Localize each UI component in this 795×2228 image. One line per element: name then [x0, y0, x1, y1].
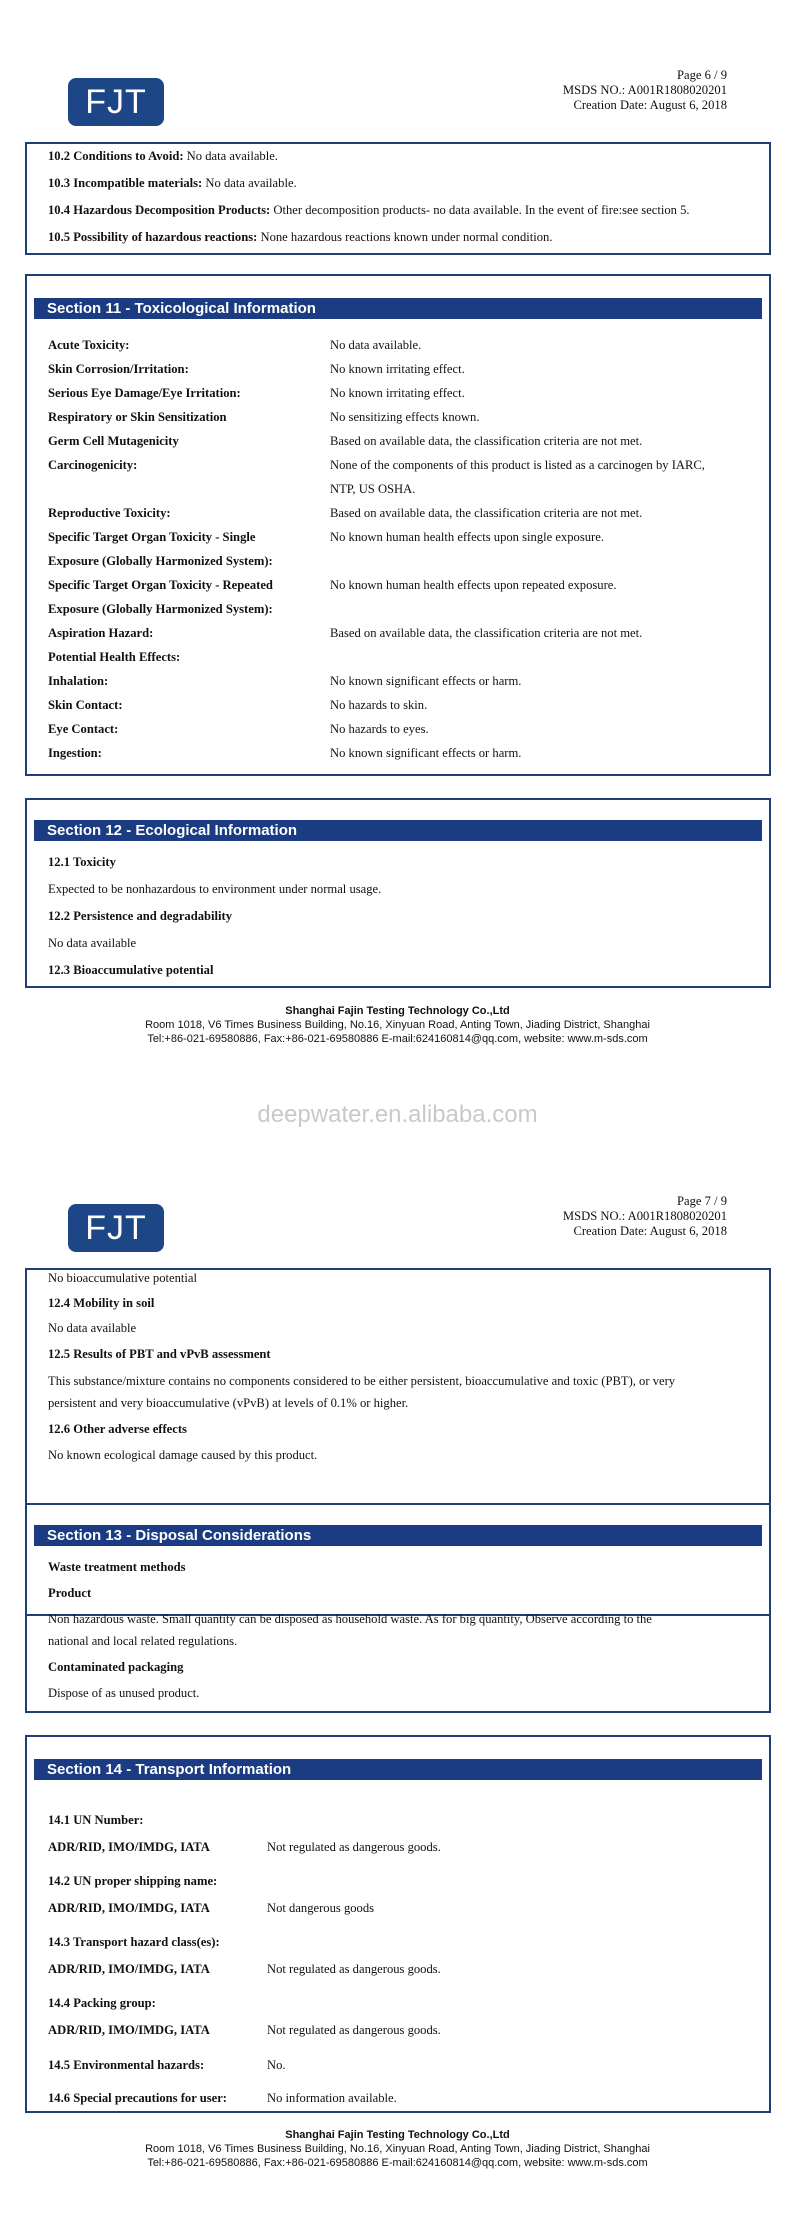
transport-mode: ADR/RID, IMO/IMDG, IATA: [48, 2023, 210, 2037]
text-12-1: Expected to be nonhazardous to environment under normal usage.: [48, 882, 382, 896]
section-10-continued: [25, 142, 771, 255]
tox-value: No known human health effects upon single exposure.: [330, 530, 604, 544]
transport-value: Not regulated as dangerous goods.: [267, 2023, 441, 2037]
msds-number: MSDS NO.: A001R1808020201: [562, 1209, 727, 1223]
footer-contact: Tel:+86-021-69580886, Fax:+86-021-69580886 E-mail:624160814@qq.com, website: www.m-sds.com: [147, 1033, 648, 1045]
heading-12-4: 12.4 Mobility in soil: [48, 1296, 155, 1310]
item-10-4: 10.4 Hazardous Decomposition Products: Other decomposition products- no data available. In the event of fire:see section 5.: [48, 203, 690, 217]
tox-value: NTP, US OSHA.: [330, 482, 416, 496]
footer-company: Shanghai Fajin Testing Technology Co.,Ltd: [285, 1005, 510, 1017]
text-12-2: No data available: [48, 936, 137, 950]
footer-company: Shanghai Fajin Testing Technology Co.,Ltd: [285, 2129, 510, 2141]
creation-date: Creation Date: August 6, 2018: [573, 98, 727, 112]
product-text-line2: national and local related regulations.: [48, 1634, 238, 1648]
tox-value: Based on available data, the classification criteria are not met.: [330, 506, 643, 520]
text-12-3: No bioaccumulative potential: [48, 1271, 197, 1285]
tox-value: No known significant effects or harm.: [330, 746, 522, 760]
tox-value: No known significant effects or harm.: [330, 674, 522, 688]
tox-label: Serious Eye Damage/Eye Irritation:: [48, 386, 241, 400]
page-number: Page 6 / 9: [676, 68, 727, 82]
section-14-title: Section 14 - Transport Information: [34, 1759, 762, 1780]
item-10-2: 10.2 Conditions to Avoid: No data available.: [48, 149, 278, 163]
watermark: deepwater.en.alibaba.com: [257, 1101, 538, 1128]
section-12: [25, 798, 771, 988]
env-hazards-label: 14.5 Environmental hazards:: [48, 2058, 205, 2072]
transport-value: Not regulated as dangerous goods.: [267, 1962, 441, 1976]
text-12-5-line1: This substance/mixture contains no components considered to be either persistent, bioaccumulative and toxic (PBT), or very: [48, 1374, 676, 1388]
section-12-title: Section 12 - Ecological Information: [34, 820, 762, 841]
document-page-7: [0, 1128, 795, 2228]
transport-mode: ADR/RID, IMO/IMDG, IATA: [48, 1901, 210, 1915]
section-13-title: Section 13 - Disposal Considerations: [34, 1525, 762, 1546]
footer-contact: Tel:+86-021-69580886, Fax:+86-021-69580886 E-mail:624160814@qq.com, website: www.m-sds.com: [147, 2157, 648, 2169]
tox-value: No data available.: [330, 338, 422, 352]
footer-address: Room 1018, V6 Times Business Building, No.16, Xinyuan Road, Anting Town, Jiading District, Shanghai: [145, 2143, 650, 2155]
tox-label: Specific Target Organ Toxicity - Repeated: [48, 578, 273, 592]
tox-label: Skin Contact:: [48, 698, 123, 712]
heading-12-3: 12.3 Bioaccumulative potential: [48, 963, 214, 977]
tox-label: Carcinogenicity:: [48, 458, 138, 472]
transport-value: Not regulated as dangerous goods.: [267, 1840, 441, 1854]
tox-label: Respiratory or Skin Sensitization: [48, 410, 227, 424]
tox-value: No sensitizing effects known.: [330, 410, 480, 424]
product-heading: Product: [48, 1586, 92, 1600]
fjt-logo: FJT: [68, 1204, 164, 1252]
tox-label: Skin Corrosion/Irritation:: [48, 362, 189, 376]
creation-date: Creation Date: August 6, 2018: [573, 1224, 727, 1238]
tox-label: Reproductive Toxicity:: [48, 506, 171, 520]
tox-label: Ingestion:: [48, 746, 102, 760]
transport-heading: 14.1 UN Number:: [48, 1813, 144, 1827]
tox-value: No known irritating effect.: [330, 362, 465, 376]
tox-label: Inhalation:: [48, 674, 109, 688]
tox-value: None of the components of this product is listed as a carcinogen by IARC,: [330, 458, 705, 472]
tox-label: Potential Health Effects:: [48, 650, 181, 664]
page-footer: [0, 2128, 795, 2170]
tox-value: Based on available data, the classification criteria are not met.: [330, 626, 643, 640]
tox-label: Exposure (Globally Harmonized System):: [48, 602, 273, 616]
section-11: [25, 274, 771, 776]
page-header: [563, 68, 727, 113]
page-number: Page 7 / 9: [676, 1194, 727, 1208]
tox-value: No hazards to skin.: [330, 698, 428, 712]
contaminated-packaging-text: Dispose of as unused product.: [48, 1686, 200, 1700]
text-12-5-line2: persistent and very bioaccumulative (vPvB) at levels of 0.1% or higher.: [48, 1396, 409, 1410]
transport-heading: 14.4 Packing group:: [48, 1996, 156, 2010]
product-text-line1: Non hazardous waste. Small quantity can be disposed as household waste. As for big quantity, Observe according to the: [48, 1612, 652, 1626]
transport-heading: 14.3 Transport hazard class(es):: [48, 1935, 220, 1949]
special-precautions-value: No information available.: [267, 2091, 397, 2105]
transport-value: Not dangerous goods: [267, 1901, 375, 1915]
tox-value: Based on available data, the classification criteria are not met.: [330, 434, 643, 448]
tox-label: Aspiration Hazard:: [48, 626, 154, 640]
tox-label: Exposure (Globally Harmonized System):: [48, 554, 273, 568]
section-11-title: Section 11 - Toxicological Information: [34, 298, 762, 319]
contaminated-packaging-heading: Contaminated packaging: [48, 1660, 184, 1674]
env-hazards-value: No.: [267, 2058, 286, 2072]
msds-number: MSDS NO.: A001R1808020201: [562, 83, 727, 97]
special-precautions-label: 14.6 Special precautions for user:: [48, 2091, 227, 2105]
section-14: [25, 1735, 771, 2113]
tox-label: Acute Toxicity:: [48, 338, 130, 352]
text-12-6: No known ecological damage caused by this product.: [48, 1448, 318, 1462]
heading-12-6: 12.6 Other adverse effects: [48, 1422, 187, 1436]
heading-12-5: 12.5 Results of PBT and vPvB assessment: [48, 1347, 271, 1361]
item-10-5: 10.5 Possibility of hazardous reactions: None hazardous reactions known under normal condition.: [48, 230, 553, 244]
footer-address: Room 1018, V6 Times Business Building, No.16, Xinyuan Road, Anting Town, Jiading District, Shanghai: [145, 1019, 650, 1031]
tox-value: No known irritating effect.: [330, 386, 465, 400]
tox-label: Specific Target Organ Toxicity - Single: [48, 530, 256, 544]
transport-heading: 14.2 UN proper shipping name:: [48, 1874, 218, 1888]
transport-mode: ADR/RID, IMO/IMDG, IATA: [48, 1840, 210, 1854]
tox-label: Germ Cell Mutagenicity: [48, 434, 179, 448]
page-footer: [0, 1004, 795, 1046]
transport-mode: ADR/RID, IMO/IMDG, IATA: [48, 1962, 210, 1976]
section-13: [25, 1503, 771, 1713]
item-10-3: 10.3 Incompatible materials: No data available.: [48, 176, 297, 190]
text-12-4: No data available: [48, 1321, 137, 1335]
waste-treatment-heading: Waste treatment methods: [48, 1560, 186, 1574]
fjt-logo: FJT: [68, 78, 164, 126]
tox-value: No hazards to eyes.: [330, 722, 429, 736]
tox-label: Eye Contact:: [48, 722, 119, 736]
heading-12-1: 12.1 Toxicity: [48, 855, 116, 869]
tox-value: No known human health effects upon repeated exposure.: [330, 578, 617, 592]
page-header: [563, 1194, 727, 1239]
heading-12-2: 12.2 Persistence and degradability: [48, 909, 232, 923]
